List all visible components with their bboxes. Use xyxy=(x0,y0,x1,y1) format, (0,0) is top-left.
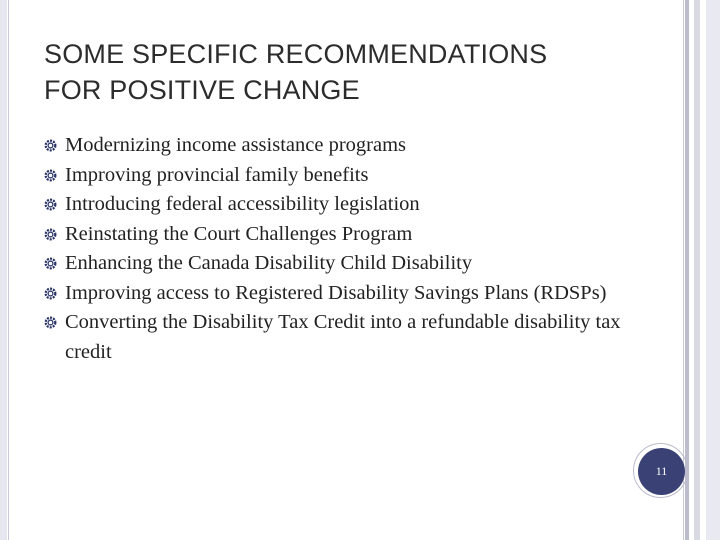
list-item-text: Introducing federal accessibility legislation xyxy=(65,193,420,215)
recommendations-list xyxy=(0,131,680,367)
gear-icon xyxy=(44,257,57,270)
list-item-text: Modernizing income assistance programs xyxy=(65,134,407,156)
list-item xyxy=(0,308,680,367)
list-item-text: Improving provincial family benefits xyxy=(65,163,369,186)
slide-title-line-2: FOR POSITIVE CHANGE xyxy=(44,75,360,105)
page-number-badge xyxy=(638,448,685,495)
list-item-text: Improving access to Registered Disability Savings Plans (RDSPs) xyxy=(65,281,607,304)
list-item xyxy=(0,279,680,309)
page-number: 11 xyxy=(655,464,668,478)
list-item-text: Enhancing the Canada Disability Child Disability xyxy=(65,252,473,274)
list-item-text: Converting the Disability Tax Credit into a refundable disability tax credit xyxy=(65,311,621,363)
slide-title xyxy=(44,36,664,108)
slide-title-line-1: SOME SPECIFIC RECOMMENDATIONS xyxy=(44,39,548,69)
list-item-text: Reinstating the Court Challenges Program xyxy=(65,222,413,245)
list-item xyxy=(0,190,680,220)
right-border-stripe-light xyxy=(694,0,700,540)
gear-icon xyxy=(44,287,57,300)
right-border-band xyxy=(706,0,720,540)
list-item xyxy=(0,131,680,161)
gear-icon xyxy=(44,228,57,241)
list-item xyxy=(0,161,680,191)
gear-icon xyxy=(44,169,57,182)
gear-icon xyxy=(44,139,57,152)
list-item xyxy=(0,249,680,279)
gear-icon xyxy=(44,198,57,211)
list-item xyxy=(0,220,680,250)
gear-icon xyxy=(44,316,57,329)
